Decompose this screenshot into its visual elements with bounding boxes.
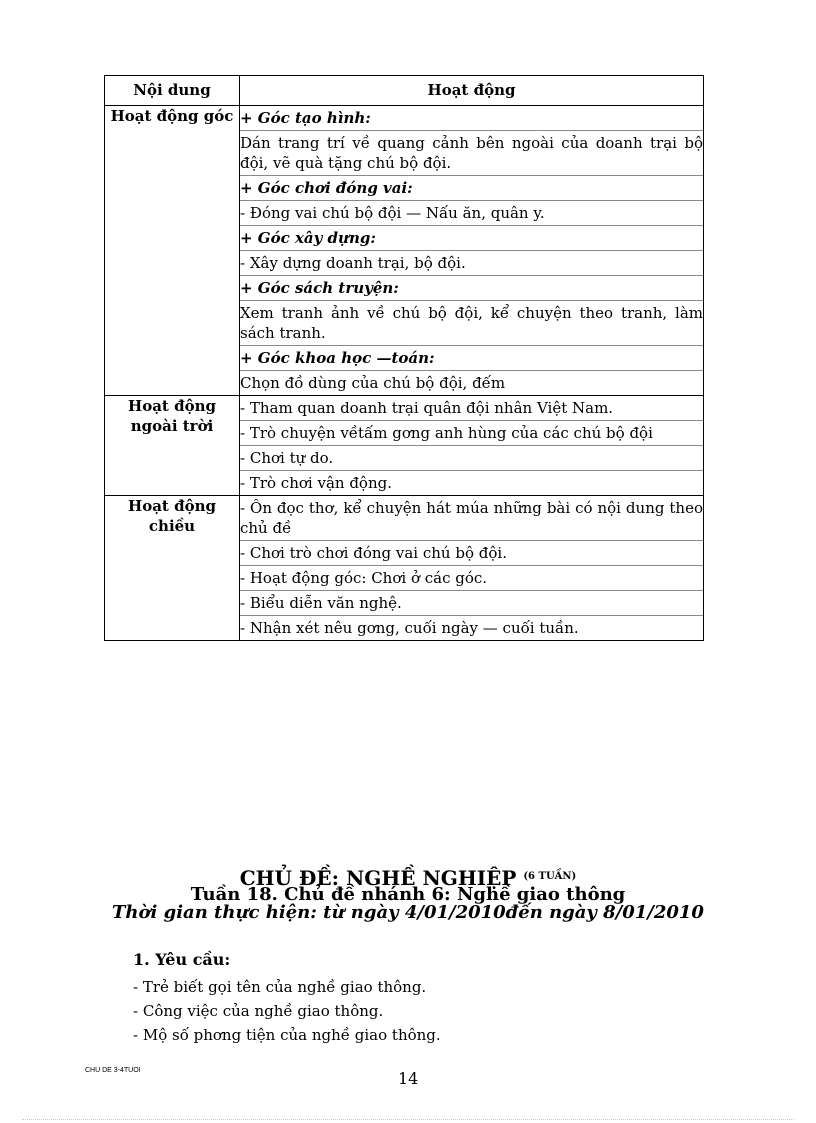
topic-duration: (6 TUẦN) [523, 871, 577, 882]
activity-line: - Nhận xét nêu gơng, cuối ngày — cuối tuần. [240, 615, 703, 640]
activity-line: Xem tranh ảnh về chú bộ đội, kể chuyện theo tranh, làm sách tranh. [240, 300, 703, 345]
activity-cell [240, 496, 704, 641]
requirement-item: - Mộ số phơng tiện của nghề giao thông. [133, 1026, 441, 1044]
requirement-item: - Công việc của nghề giao thông. [133, 1002, 384, 1020]
requirements-heading: 1. Yêu cầu: [133, 950, 231, 969]
footer-code: CHU DE 3-4TUOI [85, 1067, 141, 1074]
row-label: Hoạt động chiều [105, 496, 240, 641]
activity-line: - Xây dựng doanh trại, bộ đội. [240, 250, 703, 275]
activity-line: - Hoạt động góc: Chơi ở các góc. [240, 565, 703, 590]
table-row [105, 396, 704, 496]
table-header-row [105, 76, 704, 106]
activity-table [104, 75, 704, 641]
activity-line: Chọn đồ dùng của chú bộ đội, đếm [240, 370, 703, 395]
activity-line: - Biểu diễn văn nghệ. [240, 590, 703, 615]
activity-line: - Tham quan doanh trại quân đội nhân Việt Nam. [240, 399, 614, 417]
requirement-item: - Trẻ biết gọi tên của nghề giao thông. [133, 978, 427, 996]
table-row [105, 496, 704, 641]
activity-subheading: + Góc tạo hình: [240, 109, 371, 127]
page-number: 14 [398, 1069, 419, 1088]
topic-title-text: CHỦ ĐỀ: NGHỀ NGHIỆP [239, 866, 517, 890]
page-edge-divider [22, 1119, 794, 1120]
table-body [105, 106, 704, 641]
activity-line: - Chơi tự do. [240, 445, 703, 470]
period-line: Thời gian thực hiện: từ ngày 4/01/2010đến ngày 8/01/2010 [112, 902, 704, 923]
activity-line: - Chơi trò chơi đóng vai chú bộ đội. [240, 540, 703, 565]
activity-line: - Đóng vai chú bộ đội — Nấu ăn, quân y. [240, 200, 703, 225]
activity-cell [240, 396, 704, 496]
activity-subheading: + Góc chơi đóng vai: [240, 175, 703, 200]
header-content: Nội dung [105, 76, 240, 106]
activity-subheading: + Góc xây dựng: [240, 225, 703, 250]
activity-subheading: + Góc sách truyện: [240, 275, 703, 300]
activity-line: - Ôn đọc thơ, kể chuyện hát múa những bài có nội dung theo chủ đề [240, 499, 703, 537]
activity-line: - Trò chuyện vềtấm gơng anh hùng của các chú bộ đội [240, 420, 703, 445]
table-row [105, 106, 704, 396]
activity-line: - Trò chơi vận động. [240, 470, 703, 495]
activity-line: Dán trang trí về quang cảnh bên ngoài của doanh trại bộ đội, vẽ quà tặng chú bộ đội. [240, 130, 703, 175]
row-label: Hoạt động ngoài trời [105, 396, 240, 496]
activity-cell [240, 106, 704, 396]
requirements-section [133, 950, 441, 1047]
header-activity: Hoạt động [240, 76, 704, 106]
row-label: Hoạt động góc [105, 106, 240, 396]
activity-subheading: + Góc khoa học —toán: [240, 345, 703, 370]
week-subtitle: Tuần 18. Chủ đề nhánh 6: Nghề giao thông [190, 884, 626, 905]
